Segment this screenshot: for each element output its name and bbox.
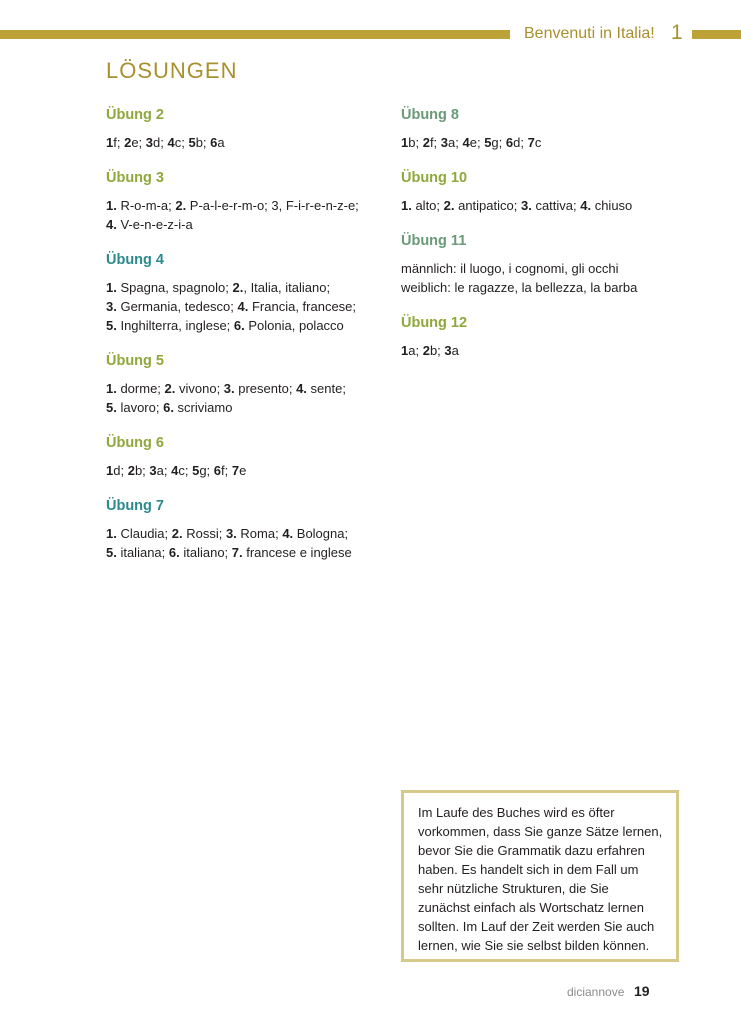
exercise-block (106, 352, 381, 417)
header-rule-right (692, 30, 741, 39)
exercise-heading: Übung 10 (401, 170, 468, 186)
exercise-heading: Übung 5 (106, 353, 164, 369)
page-number-word: diciannove (567, 985, 625, 999)
answer-line: 5. Inghilterra, inglese; 6. Polonia, polacco (106, 318, 344, 333)
answers-left-column (106, 106, 381, 579)
exercise-heading: Übung 11 (401, 233, 467, 249)
exercise-block (106, 106, 381, 152)
answer-line: männlich: il luogo, i cognomi, gli occhi (401, 261, 619, 276)
answers-right-column (401, 106, 681, 377)
exercise-answers (401, 259, 681, 297)
exercise-answers (106, 524, 381, 562)
exercise-answers (401, 196, 681, 215)
answer-line: 1. R-o-m-a; 2. P-a-l-e-r-m-o; 3, F-i-r-e-n-z-e; (106, 198, 359, 213)
exercise-heading: Übung 3 (106, 170, 164, 186)
answer-line: weiblich: le ragazze, la bellezza, la barba (401, 280, 638, 295)
chapter-number: 1 (671, 21, 683, 44)
exercise-block (401, 169, 681, 215)
exercise-heading: Übung 4 (106, 252, 164, 268)
exercise-block (401, 106, 681, 152)
exercise-block (106, 169, 381, 234)
exercise-answers (401, 133, 681, 152)
info-line: sollten. Im Lauf der Zeit werden Sie auch (418, 919, 655, 934)
exercise-heading: Übung 8 (401, 107, 459, 123)
exercise-block (106, 434, 381, 480)
exercise-answers (401, 341, 681, 360)
exercise-block (106, 251, 381, 335)
info-line: haben. Es handelt sich in dem Fall um (418, 862, 639, 877)
answer-line: 1. dorme; 2. vivono; 3. presento; 4. sente; (106, 381, 346, 396)
info-line: bevor Sie die Grammatik dazu erfahren (418, 843, 645, 858)
info-line: lernen, wie Sie sie selbst bilden können. (418, 938, 650, 953)
exercise-answers (106, 196, 381, 234)
exercise-heading: Übung 2 (106, 107, 164, 123)
answer-line: 1b; 2f; 3a; 4e; 5g; 6d; 7c (401, 135, 542, 150)
answer-line: 1f; 2e; 3d; 4c; 5b; 6a (106, 135, 225, 150)
info-line: zunächst einfach als Wortschatz lernen (418, 900, 644, 915)
answer-line: 1. alto; 2. antipatico; 3. cattiva; 4. chiuso (401, 198, 633, 213)
exercise-heading: Übung 7 (106, 498, 164, 514)
page-title: LÖSUNGEN (106, 58, 238, 83)
info-line: sehr nützliche Strukturen, die Sie (418, 881, 609, 896)
exercise-block (401, 232, 681, 297)
header-rule-left (0, 30, 510, 39)
answer-line: 1a; 2b; 3a (401, 343, 459, 358)
exercise-block (106, 497, 381, 562)
answer-line: 1. Spagna, spagnolo; 2., Italia, italiano; (106, 280, 331, 295)
exercise-answers (106, 461, 381, 480)
exercise-heading: Übung 6 (106, 435, 164, 451)
answer-line: 1d; 2b; 3a; 4c; 5g; 6f; 7e (106, 463, 247, 478)
chapter-title: Benvenuti in Italia! (524, 25, 655, 42)
answer-line: 5. lavoro; 6. scriviamo (106, 400, 233, 415)
page-number: 19 (634, 983, 650, 999)
exercise-block (401, 314, 681, 360)
answer-line: 3. Germania, tedesco; 4. Francia, francese; (106, 299, 357, 314)
answer-line: 5. italiana; 6. italiano; 7. francese e inglese (106, 545, 352, 560)
exercise-answers (106, 379, 381, 417)
exercise-answers (106, 278, 381, 335)
answer-line: 1. Claudia; 2. Rossi; 3. Roma; 4. Bologna; (106, 526, 349, 541)
exercise-answers (106, 133, 381, 152)
answer-line: 4. V-e-n-e-z-i-a (106, 217, 193, 232)
info-box (401, 790, 679, 962)
info-line: Im Laufe des Buches wird es öfter (418, 805, 615, 820)
info-line: vorkommen, dass Sie ganze Sätze lernen, (418, 824, 663, 839)
exercise-heading: Übung 12 (401, 315, 468, 331)
